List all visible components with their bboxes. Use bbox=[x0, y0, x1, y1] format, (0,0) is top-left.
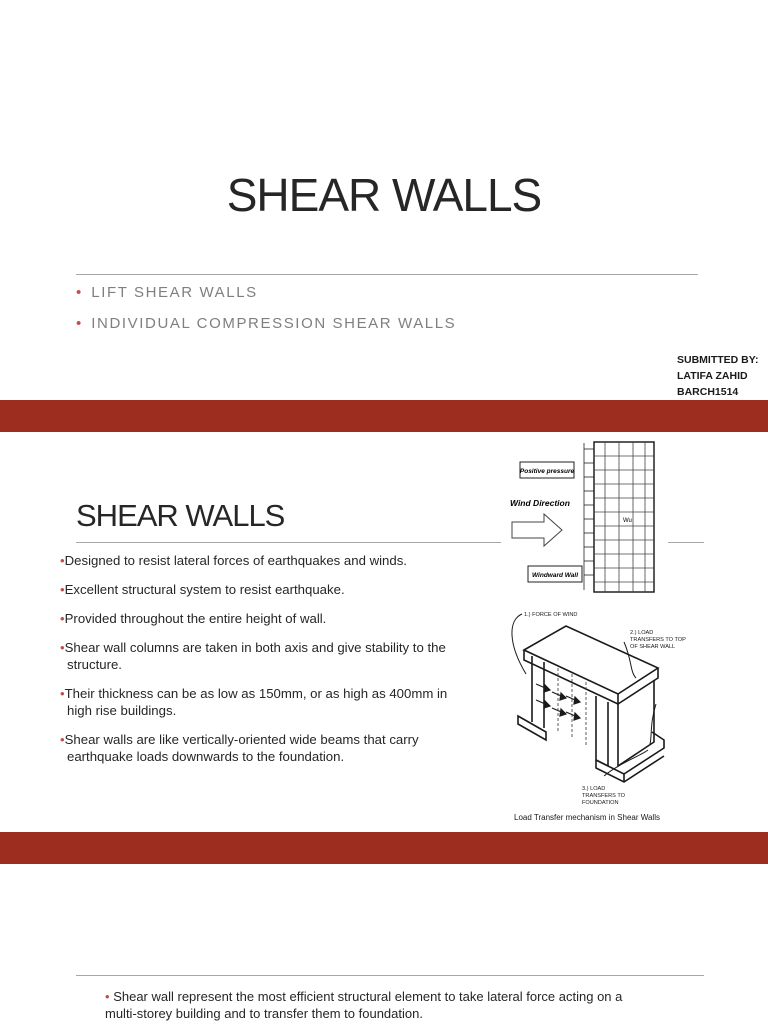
title-divider-right bbox=[668, 542, 704, 543]
submitted-by-block bbox=[677, 352, 758, 400]
step1-label: 1.) FORCE OF WIND bbox=[524, 612, 578, 618]
slide-title: SHEAR WALLS bbox=[76, 498, 285, 533]
bullet-item: •Provided throughout the entire height of wall. bbox=[60, 611, 327, 626]
bullet-item: •Excellent structural system to resist earthquake. bbox=[60, 582, 345, 597]
wind-direction-label: Wind Direction bbox=[510, 498, 570, 508]
summary-slide bbox=[0, 864, 768, 1024]
slide-separator-band bbox=[0, 832, 768, 864]
author-id: BARCH1514 bbox=[677, 386, 739, 398]
load-transfer-figure bbox=[500, 604, 708, 826]
bullet-item: •Their thickness can be as low as 150mm, or as high as 400mm in high rise buildings. bbox=[60, 686, 448, 718]
wu-label: Wu bbox=[623, 518, 632, 524]
bullet-item: •Shear wall columns are taken in both axis and give stability to the structure. bbox=[60, 640, 446, 672]
slide-title: SHEAR WALLS bbox=[226, 169, 542, 221]
step3-label-l1: 3.) LOAD bbox=[582, 786, 606, 792]
author-name: LATIFA ZAHID bbox=[677, 370, 748, 382]
bullet-glyph: • bbox=[76, 315, 82, 332]
title-divider bbox=[76, 542, 501, 543]
step2-label-l1: 2.) LOAD bbox=[630, 630, 654, 636]
subtitle-item: • INDIVIDUAL COMPRESSION SHEAR WALLS bbox=[76, 315, 457, 332]
bullet-item: •Shear walls are like vertically-oriented wide beams that carry earthquake loads downwards to the foundation. bbox=[60, 732, 419, 764]
wind-pressure-diagram bbox=[508, 440, 668, 596]
windward-wall-label: Windward Wall bbox=[531, 572, 579, 579]
figure-caption: Load Transfer mechanism in Shear Walls bbox=[514, 813, 660, 822]
step3-label-l3: FOUNDATION bbox=[582, 800, 619, 806]
bullet-list bbox=[60, 552, 460, 777]
slide-separator-band bbox=[0, 400, 768, 432]
title-divider bbox=[76, 274, 698, 275]
title-slide bbox=[0, 0, 768, 400]
content-slide bbox=[0, 432, 768, 832]
summary-text bbox=[105, 988, 645, 1022]
load-transfer-diagram bbox=[500, 604, 708, 826]
wind-pressure-figure bbox=[508, 440, 668, 596]
wind-arrow-icon bbox=[512, 514, 562, 546]
positive-pressure-label: Positive pressure bbox=[519, 468, 575, 475]
bullet-glyph: • bbox=[76, 284, 82, 301]
step2-label-l3: OF SHEAR WALL bbox=[630, 644, 676, 650]
bullet-glyph: • bbox=[105, 989, 110, 1004]
bullet-item: •Designed to resist lateral forces of earthquakes and winds. bbox=[60, 553, 407, 568]
subtitle-list bbox=[76, 283, 456, 345]
step2-label-l2: TRANSFERS TO TOP bbox=[630, 637, 686, 643]
title-divider bbox=[76, 975, 704, 976]
submitted-label: SUBMITTED BY: bbox=[677, 354, 759, 366]
summary-body: Shear wall represent the most efficient structural element to take lateral force acting on a multi-storey building and to transfer them to foundation. bbox=[105, 989, 623, 1021]
subtitle-item: • LIFT SHEAR WALLS bbox=[76, 284, 258, 301]
step3-label-l2: TRANSFERS TO bbox=[582, 793, 625, 799]
